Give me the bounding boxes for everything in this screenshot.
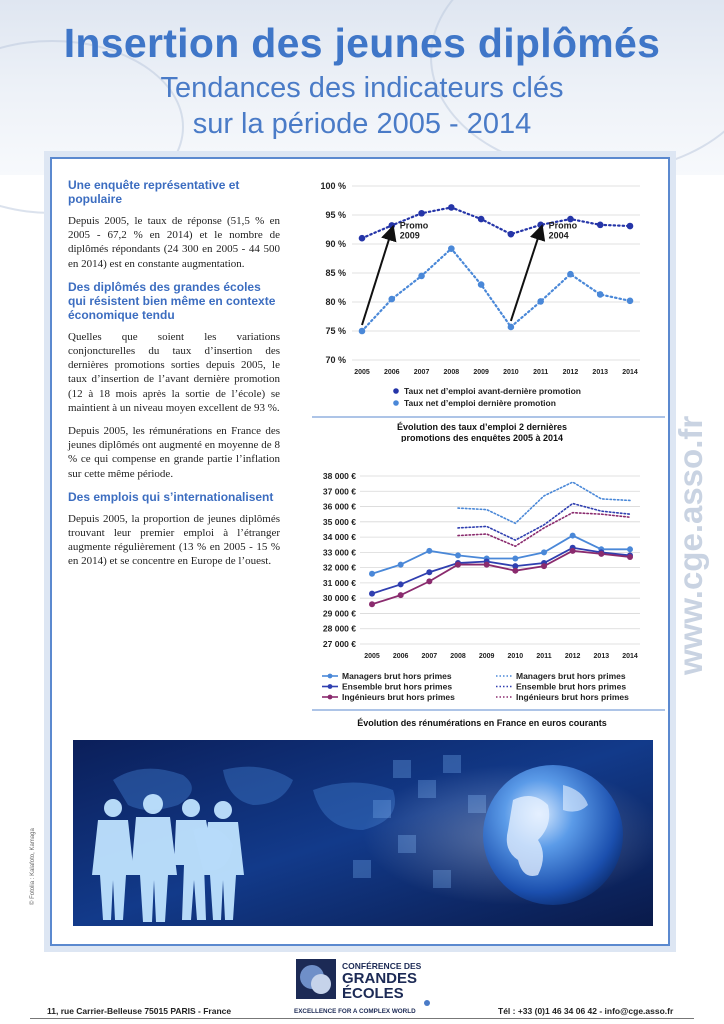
data-point bbox=[512, 555, 518, 561]
section-heading: Des diplômés des grandes écoles qui résistent bien même en contexte économique tendu bbox=[68, 279, 276, 322]
legend-label: Managers brut hors primes bbox=[342, 671, 452, 681]
data-point bbox=[627, 298, 634, 305]
data-point bbox=[597, 222, 604, 229]
data-point bbox=[508, 231, 515, 238]
data-point bbox=[398, 562, 404, 568]
section-heading: Des emplois qui s’internationalisent bbox=[68, 489, 274, 504]
data-point bbox=[570, 533, 576, 539]
x-tick-label: 2008 bbox=[443, 369, 460, 376]
chart-title: Évolution des taux d’emploi 2 dernières bbox=[396, 422, 568, 432]
footer-divider bbox=[30, 1018, 694, 1019]
footer-address: 11, rue Carrier-Belleuse 75015 PARIS - France bbox=[47, 1006, 232, 1016]
data-point bbox=[369, 591, 375, 597]
data-point bbox=[537, 222, 544, 229]
data-point bbox=[455, 552, 461, 558]
data-point bbox=[418, 273, 425, 280]
data-point bbox=[512, 568, 518, 574]
footer-contact: Tél : +33 (0)1 46 34 06 42 - info@cge.asso.fr bbox=[498, 1006, 674, 1016]
legend-label: Taux net d’emploi dernière promotion bbox=[404, 398, 556, 408]
legend-label: Taux net d’emploi avant-dernière promotion bbox=[404, 386, 581, 396]
legend-marker bbox=[328, 695, 333, 700]
x-tick-label: 2011 bbox=[536, 653, 552, 660]
globe-businesspeople-illustration bbox=[73, 740, 653, 926]
x-tick-label: 2009 bbox=[478, 653, 495, 660]
y-tick-label: 35 000 € bbox=[322, 516, 356, 527]
y-tick-label: 90 % bbox=[325, 239, 346, 249]
legend-label: Ingénieurs brut hors primes bbox=[516, 692, 629, 702]
x-tick-label: 2012 bbox=[564, 653, 581, 660]
y-tick-label: 95 % bbox=[325, 210, 346, 220]
data-point bbox=[570, 548, 576, 554]
website-watermark bbox=[654, 330, 724, 680]
legend-label: Managers brut hors primes bbox=[516, 671, 626, 681]
data-point bbox=[627, 223, 634, 230]
x-tick-label: 2007 bbox=[421, 653, 438, 660]
y-tick-label: 36 000 € bbox=[322, 501, 356, 512]
y-tick-label: 27 000 € bbox=[322, 639, 356, 649]
y-tick-label: 31 000 € bbox=[322, 577, 356, 588]
x-tick-label: 2014 bbox=[622, 653, 638, 660]
logo-line1: CONFÉRENCE DES bbox=[342, 961, 422, 971]
chart-title: Évolution des rénumérations en France en euros courants bbox=[357, 718, 607, 728]
data-point bbox=[418, 210, 425, 217]
legend-marker bbox=[328, 684, 333, 689]
photo-credit: © Fotolia : Kalafoto, Kamaga bbox=[30, 828, 36, 905]
x-tick-label: 2009 bbox=[473, 369, 489, 376]
logo-line2: GRANDES bbox=[342, 970, 418, 987]
article-column bbox=[68, 178, 280, 578]
y-tick-label: 85 % bbox=[325, 268, 346, 278]
y-tick-label: 34 000 € bbox=[322, 532, 356, 543]
x-tick-label: 2014 bbox=[622, 369, 638, 376]
y-tick-label: 30 000 € bbox=[322, 593, 356, 604]
y-tick-label: 80 % bbox=[325, 297, 346, 307]
data-point bbox=[388, 296, 395, 303]
data-point bbox=[484, 562, 490, 568]
series-line bbox=[372, 548, 630, 594]
annotation-label: Promo bbox=[399, 220, 429, 231]
x-tick-label: 2005 bbox=[354, 369, 370, 376]
data-point bbox=[359, 328, 366, 335]
data-point bbox=[388, 222, 395, 229]
x-tick-label: 2013 bbox=[592, 369, 609, 376]
logo-tagline: EXCELLENCE FOR A COMPLEX WORLD bbox=[294, 1008, 416, 1015]
data-point bbox=[627, 554, 633, 560]
y-tick-label: 28 000 € bbox=[322, 623, 356, 634]
data-point bbox=[369, 571, 375, 577]
x-tick-label: 2005 bbox=[364, 653, 380, 660]
page-subtitle-line1: Tendances des indicateurs clés bbox=[160, 72, 564, 104]
y-tick-label: 37 000 € bbox=[322, 486, 356, 497]
data-point bbox=[455, 562, 461, 568]
promo-arrow bbox=[362, 230, 392, 325]
y-tick-label: 33 000 € bbox=[322, 547, 356, 558]
chart-title: promotions des enquêtes 2005 à 2014 bbox=[400, 433, 564, 442]
data-point bbox=[537, 298, 544, 305]
x-tick-label: 2006 bbox=[392, 653, 409, 660]
data-point bbox=[448, 204, 455, 211]
data-point bbox=[567, 271, 574, 278]
cge-logo bbox=[294, 957, 444, 1017]
legend-label: Ensemble brut hors primes bbox=[516, 681, 627, 692]
data-point bbox=[426, 548, 432, 554]
series-line bbox=[458, 482, 630, 523]
y-tick-label: 100 % bbox=[320, 181, 346, 191]
series-line bbox=[458, 513, 630, 547]
x-tick-label: 2012 bbox=[562, 369, 579, 376]
paragraph: Quelles que soient les variations conjoncturelles du taux d’insertion des dernières promotions sorties depuis 2005, le taux d’insertion de l’avant dernière promotion (12 à 18 mois après la sortie de l’école) se maintient à un niveau moyen excellent de 93 %. bbox=[68, 330, 280, 414]
y-tick-label: 70 % bbox=[325, 355, 346, 365]
x-tick-label: 2010 bbox=[503, 369, 519, 376]
annotation-label: 2009 bbox=[399, 230, 420, 241]
employment-rate-chart bbox=[300, 172, 665, 442]
page-subtitle-line2: sur la période 2005 - 2014 bbox=[192, 108, 532, 140]
data-point bbox=[508, 324, 515, 331]
data-point bbox=[541, 549, 547, 555]
data-point bbox=[369, 601, 375, 607]
x-tick-label: 2007 bbox=[413, 369, 430, 376]
y-tick-label: 29 000 € bbox=[322, 608, 356, 619]
logo-line3: ÉCOLES bbox=[342, 985, 404, 1002]
data-point bbox=[627, 546, 633, 552]
y-tick-label: 75 % bbox=[325, 326, 346, 336]
x-tick-label: 2006 bbox=[383, 369, 400, 376]
data-point bbox=[448, 245, 455, 252]
x-tick-label: 2008 bbox=[450, 653, 466, 660]
data-point bbox=[541, 563, 547, 569]
annotation-label: Promo bbox=[548, 220, 578, 231]
y-tick-label: 38 000 € bbox=[322, 471, 356, 481]
annotation-label: 2004 bbox=[548, 230, 569, 241]
data-point bbox=[398, 581, 404, 587]
paragraph: Depuis 2005, le taux de réponse (51,5 % en 2005 - 67,2 % en 2014) et le nombre de diplômés répondants (24 300 en 2005 - 44 500 en 2014) est en constante augmentation. bbox=[68, 215, 280, 270]
legend-label: Ensemble brut hors primes bbox=[342, 681, 453, 692]
data-point bbox=[478, 216, 485, 223]
paragraph: Depuis 2005, les rémunérations en France des jeunes diplômés ont augmenté en moyenne de 8 % ce qui compense en grande partie l’inflation sur cette même période. bbox=[68, 425, 280, 480]
data-point bbox=[359, 235, 366, 242]
salary-chart bbox=[300, 444, 665, 736]
data-point bbox=[398, 592, 404, 598]
legend-label: Ingénieurs brut hors primes bbox=[342, 692, 455, 702]
x-tick-label: 2013 bbox=[593, 653, 610, 660]
legend-marker bbox=[393, 388, 399, 394]
data-point bbox=[598, 551, 604, 557]
page-title: Insertion des jeunes diplômés bbox=[63, 20, 661, 66]
promo-arrow bbox=[511, 230, 541, 321]
series-line bbox=[362, 249, 630, 331]
data-point bbox=[426, 569, 432, 575]
watermark-text: www.cge.asso.fr bbox=[672, 415, 709, 675]
x-tick-label: 2011 bbox=[533, 369, 549, 376]
x-tick-label: 2010 bbox=[507, 653, 524, 660]
data-point bbox=[597, 291, 604, 298]
data-point bbox=[478, 281, 485, 288]
paragraph: Depuis 2005, la proportion de jeunes diplômés trouvant leur premier emploi à l’étranger augmente régulièrement (13 % en 2005 - 15 % en 2014) et se concentre en Europe de l’ouest. bbox=[68, 512, 280, 568]
y-tick-label: 32 000 € bbox=[322, 562, 356, 573]
legend-marker bbox=[393, 400, 399, 406]
data-point bbox=[426, 578, 432, 584]
section-heading: Une enquête représentative et populaire bbox=[68, 178, 240, 206]
legend-marker bbox=[328, 674, 333, 679]
